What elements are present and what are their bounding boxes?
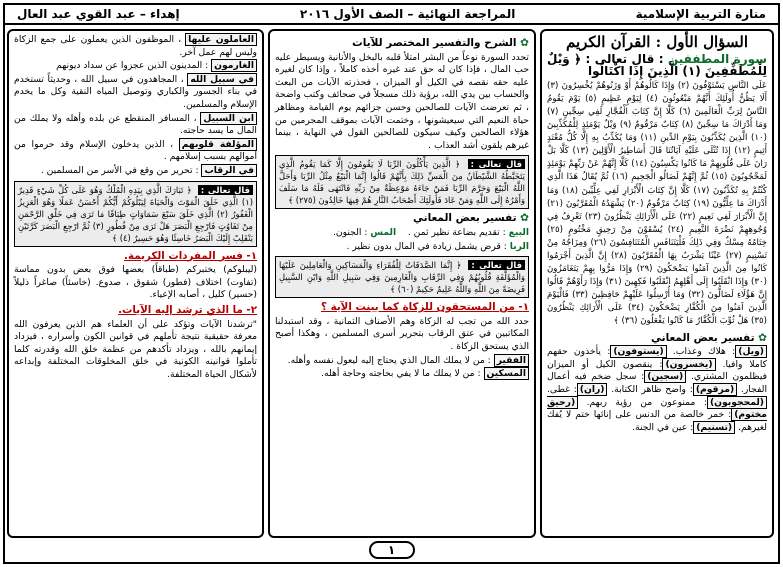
term-label: المسكين xyxy=(484,367,529,380)
meaning-item xyxy=(547,383,607,396)
category-item xyxy=(14,60,257,73)
term-label: (رحيق مختوم) xyxy=(547,396,767,421)
verse-text: ﴿ تَبَارَكَ الَّذِي بِيَدِهِ الْمُلْكُ وَهُوَ عَلَى كُلِّ شَيْءٍ قَدِيرٌ (١) الَّذِي خَلَقَ الْمَوْتَ وَالْحَيَاةَ لِيَبْلُوَكُمْ أَيُّكُمْ أَحْسَنُ عَمَلًا وَهُوَ الْعَزِيزُ الْغَفُورُ (٢) الَّذِي خَلَقَ سَبْعَ سَمَاوَاتٍ طِبَاقًا مَا تَرَى فِي خَلْقِ الرَّحْمَنِ مِنْ تَفَاوُتٍ فَارْجِعِ الْبَصَرَ هَلْ تَرَى مِنْ فُطُورٍ (٣) ثُمَّ ارْجِعِ الْبَصَرَ كَرَّتَيْنِ يَنْقَلِبْ إِلَيْكَ الْبَصَرُ خَاسِئًا وَهُوَ حَسِيرٌ (٤) ﴾ xyxy=(18,184,253,243)
term-value: : هلاك وعذاب. xyxy=(672,346,736,358)
category-item xyxy=(14,165,257,178)
poor-definition xyxy=(275,355,529,368)
needy-definition xyxy=(275,368,529,381)
mid-meanings-title xyxy=(275,212,529,225)
surah-intro: : قال تعالى : ﴿ وَيْلٌ لِلْمُطَفِّفِينَ (١) الَّذِينَ إِذَا اكْتَالُوا xyxy=(547,51,767,79)
verse-text: ﴿ إِنَّمَا الصَّدَقَاتُ لِلْفُقَرَاءِ وَالْمَسَاكِينِ وَالْعَامِلِينَ عَلَيْهَا وَالْمُؤَلَّفَةِ قُلُوبُهُمْ وَفِي الرِّقَابِ وَالْغَارِمِينَ وَفِي سَبِيلِ اللَّهِ وَابْنِ السَّبِيلِ فَرِيضَةً مِنَ اللَّهِ وَاللَّهُ عَلِيمٌ حَكِيمٌ (٦٠) ﴾ xyxy=(279,260,525,295)
question-line: ١- من المستحقون للزكاة كما بينت الآية ؟ xyxy=(321,301,529,314)
term-value: ، الموظفون الذين يعملون على جمع الزكاة وليس لهم عمل آخر. xyxy=(14,34,257,58)
term-value: : تقديم بضاعة نظير ثمن . xyxy=(407,226,509,238)
meaning-item xyxy=(667,345,767,358)
header-center-title: المراجعة النهائية – الصف الأول ٢٠١٦ xyxy=(299,7,516,21)
category-item xyxy=(14,113,257,138)
category-item xyxy=(14,74,257,112)
term-value: : خمر خالصة من الدنس على إنائها ختم لا يُفك لغيرهم. xyxy=(547,409,767,433)
question-line: ١- فسر المفردات الكريمة. xyxy=(124,249,257,262)
meanings-title-text: تفسير بعض المعاني xyxy=(651,331,755,344)
middle-column xyxy=(268,29,536,538)
left-column xyxy=(7,29,264,538)
term-label: (لمحجوبون) xyxy=(707,396,767,409)
term-value: : واضح ظاهر الكتابة. xyxy=(611,383,693,395)
mid-meanings-row xyxy=(275,227,529,240)
surah-name: سورة المطففين xyxy=(667,51,767,66)
verse-tag: قال تعالى : xyxy=(468,260,525,270)
header-left-title: إهداء – عبد القوي عبد العال xyxy=(17,7,180,21)
term-label: البيع xyxy=(508,226,529,238)
term-label: (يستوفون) xyxy=(610,345,666,358)
header-right-title: منارة التربية الإسلامية xyxy=(635,7,766,21)
term-label: الربا xyxy=(509,240,529,252)
meanings-title xyxy=(547,332,767,345)
mid-meanings-title-text: تفسير بعض المعاني xyxy=(413,212,517,225)
zakat-categories-list xyxy=(14,34,257,178)
term-label: (ويل) xyxy=(735,345,767,358)
bullet-icon: ✿ xyxy=(516,212,529,225)
verse-tag: قال تعالى : xyxy=(198,185,253,195)
explanation-paragraph: تحدد السورة نوعاً من البشر امتلأ قلبه بالبخل والأنانية ويسيطر عليه حب المال ، فإذا كان له حق عند غيره أخذه كاملاً ، وإذا كان لغيره عليه حقه نقصه في الكيل أو الميزان ، فحذرته الآيات من البعث والحساب بين يدي الله، برؤية ذلك مسجلاً في صحائف وكتب واضحة ، ثم تعرضت الآيات للصالحين وحسن جزائهم يوم القيامة ومظاهر حياة النعيم التي سيعيشونها ، وختمت الآيات بموقف المجرمين من هؤلاء الصالحين وكيف سيكون للصالحين القول في النهاية ، بينما غيرهم يلقون أشد العذاب . xyxy=(275,51,529,151)
term-value: : تحرير من وقع في الأسر من المسلمين . xyxy=(40,164,202,176)
term-value: : المدينون الذين عجزوا عن سداد ديونهم xyxy=(56,60,212,72)
term-label: الفقير xyxy=(494,354,529,367)
category-item xyxy=(14,139,257,164)
term-value: : الجنون. xyxy=(332,226,371,238)
term-label: (سجين) xyxy=(644,370,686,383)
term-value: : قرض يشمل زيادة في المال بدون نظير . xyxy=(346,240,510,252)
term-label: (ران) xyxy=(577,383,608,396)
page-number: ١ xyxy=(369,541,415,559)
term-value: : ينقصون الكيل أو الميزان فيظلمون المشتري. xyxy=(547,358,767,383)
bullet-icon: ✿ xyxy=(516,37,529,49)
bullet-icon: ✿ xyxy=(754,331,767,344)
question-line: ٢- ما الذي ترشد إليه الآيات. xyxy=(118,303,257,316)
term-label: (تسنيم) xyxy=(693,421,735,434)
meaning-item xyxy=(632,421,735,434)
verse-text: ﴿ الَّذِينَ يَأْكُلُونَ الرِّبَا لَا يَقُومُونَ إِلَّا كَمَا يَقُومُ الَّذِي يَتَخَبَّطُهُ الشَّيْطَانُ مِنَ الْمَسِّ ذَلِكَ بِأَنَّهُمْ قَالُوا إِنَّمَا الْبَيْعُ مِثْلُ الرِّبَا وَأَحَلَّ اللَّهُ الْبَيْعَ وَحَرَّمَ الرِّبَا فَمَنْ جَاءَهُ مَوْعِظَةٌ مِنْ رَبِّهِ فَانْتَهَى فَلَهُ مَا سَلَفَ وَأَمْرُهُ إِلَى اللَّهِ وَمَنْ عَادَ فَأُولَئِكَ أَصْحَابُ النَّارِ هُمْ فِيهَا خَالِدُونَ (٢٧٥) ﴾ xyxy=(279,159,525,206)
term-label: ابن السبيل xyxy=(200,112,257,125)
verse-tag: قال تعالى : xyxy=(468,159,525,169)
term-value: ، المسافر المنقطع عن بلده وأهله ولا يملك من المال ما يسد حاجته. xyxy=(14,112,257,137)
question-answer: حدد الله من تجب له الزكاة وهم الأصناف الثمانية ، وقد استبدلنا المكاتبين في عتق الرقاب بتحرير أسرى المسلمين ، وهكذا أصبح الذي يستحق الزكاة . xyxy=(275,315,529,352)
meanings-list xyxy=(547,346,767,434)
riba-definition xyxy=(275,241,529,254)
explanation-title-text: الشرح والتفسير المختصر للآيات xyxy=(352,37,517,49)
lesson-title: السؤال الأول : القرآن الكريم xyxy=(565,33,749,51)
verse-box-mulk xyxy=(14,181,257,247)
question-answer: "ترشدنا الآيات وتؤكد على أن العلماء هم الذين يعرفون الله معرفة حقيقية نتيجة تأملهم في قوانين الكون وأسراره ، فيزداد إيمانهم بالله ، ويزداد تأكدهم من عظمة خلق الله وقدرته كلما تأملوا قوانينه الكونية في خلق المخلوقات المختلفة وإبداعه لأشكال الحياة المختلفة. xyxy=(14,318,257,380)
term-value: : ممنوعون من رؤية ربهم. xyxy=(586,396,707,408)
category-item xyxy=(14,34,257,59)
term-value: : عين في الجنة. xyxy=(632,421,694,433)
term-value: : سجل ضخم فيه أعمال الفجار. xyxy=(547,371,768,395)
term-label: في سبيل الله xyxy=(187,73,257,86)
term-value: : غطى. xyxy=(547,383,577,395)
term-label: الغارمون xyxy=(211,59,257,72)
surah-heading xyxy=(547,53,767,78)
right-column xyxy=(540,29,774,538)
explanation-title xyxy=(275,37,529,50)
term-label: (يخسرون) xyxy=(662,358,715,371)
question-answer: (ليبلوكم) يختبركم (طباقاً) بعضها فوق بعض بدون مماسة (تفاوت) اختلاف (فطور) شقوق ، صدوع. (خاسئاً) صاغراً ذليلاً (حسير) كليل ، أصابه الإعياء. xyxy=(14,264,257,301)
term-value: ، المجاهدون في سبيل الله ، وحديثاً تستخدم في بناء الجسور والكباري وتوصيل المياه النقية وكل ما يخدم الإسلام والمسلمين. xyxy=(14,73,257,110)
meaning-item xyxy=(607,383,737,396)
term-value: ، الذين يدخلون الإسلام وقد حرموا من أموالهم بسبب إسلامهم . xyxy=(14,138,257,163)
term-value: : من لا يملك المال الذي يحتاج إليه ليعول نفسه وأهله. xyxy=(287,354,494,366)
term-label: العاملون عليها xyxy=(185,33,257,46)
term-label: المؤلفة قلوبهم xyxy=(179,138,257,151)
term-label: في الرقاب xyxy=(201,164,257,177)
verse-box-riba xyxy=(275,155,529,209)
page-header xyxy=(5,5,778,25)
verse-box-zakat xyxy=(275,256,529,298)
term-label: المس xyxy=(370,226,397,238)
page xyxy=(3,3,780,564)
term-label: (مرقوم) xyxy=(693,383,737,396)
term-value: : يأخذون حقهم كاملا وافيا. xyxy=(547,346,768,370)
meaning-item xyxy=(578,396,767,409)
surah-verses: عَلَى النَّاسِ يَسْتَوْفُونَ (٢) وَإِذَا كَالُوهُمْ أَوْ وَزَنُوهُمْ يُخْسِرُونَ (٣) أَلَا يَظُنُّ أُولَئِكَ أَنَّهُمْ مَبْعُوثُونَ (٤) لِيَوْمٍ عَظِيمٍ (٥) يَوْمَ يَقُومُ النَّاسُ لِرَبِّ الْعَالَمِينَ (٦) كَلَّا إِنَّ كِتَابَ الْفُجَّارِ لَفِي سِجِّينٍ (٧) وَمَا أَدْرَاكَ مَا سِجِّينٌ (٨) كِتَابٌ مَرْقُومٌ (٩) وَيْلٌ يَوْمَئِذٍ لِلْمُكَذِّبِينَ (١٠) الَّذِينَ يُكَذِّبُونَ بِيَوْمِ الدِّينِ (١١) وَمَا يُكَذِّبُ بِهِ إِلَّا كُلُّ مُعْتَدٍ أَثِيمٍ (١٢) إِذَا تُتْلَى عَلَيْهِ آيَاتُنَا قَالَ أَسَاطِيرُ الْأَوَّلِينَ (١٣) كَلَّا بَلْ رَانَ عَلَى قُلُوبِهِمْ مَا كَانُوا يَكْسِبُونَ (١٤) كَلَّا إِنَّهُمْ عَنْ رَبِّهِمْ يَوْمَئِذٍ لَمَحْجُوبُونَ (١٥) ثُمَّ إِنَّهُمْ لَصَالُو الْجَحِيمِ (١٦) ثُمَّ يُقَالُ هَذَا الَّذِي كُنْتُمْ بِهِ تُكَذِّبُونَ (١٧) كَلَّا إِنَّ كِتَابَ الْأَبْرَارِ لَفِي عِلِّيِّينَ (١٨) وَمَا أَدْرَاكَ مَا عِلِّيُّونَ (١٩) كِتَابٌ مَرْقُومٌ (٢٠) يَشْهَدُهُ الْمُقَرَّبُونَ (٢١) إِنَّ الْأَبْرَارَ لَفِي نَعِيمٍ (٢٢) عَلَى الْأَرَائِكِ يَنْظُرُونَ (٢٣) تَعْرِفُ فِي وُجُوهِهِمْ نَضْرَةَ النَّعِيمِ (٢٤) يُسْقَوْنَ مِنْ رَحِيقٍ مَخْتُومٍ (٢٥) خِتَامُهُ مِسْكٌ وَفِي ذَلِكَ فَلْيَتَنَافَسِ الْمُتَنَافِسُونَ (٢٦) وَمِزَاجُهُ مِنْ تَسْنِيمٍ (٢٧) عَيْنًا يَشْرَبُ بِهَا الْمُقَرَّبُونَ (٢٨) إِنَّ الَّذِينَ أَجْرَمُوا كَانُوا مِنَ الَّذِينَ آمَنُوا يَضْحَكُونَ (٢٩) وَإِذَا مَرُّوا بِهِمْ يَتَغَامَزُونَ (٣٠) وَإِذَا انْقَلَبُوا إِلَى أَهْلِهِمُ انْقَلَبُوا فَكِهِينَ (٣١) وَإِذَا رَأَوْهُمْ قَالُوا إِنَّ هَؤُلَاءِ لَضَالُّونَ (٣٢) وَمَا أُرْسِلُوا عَلَيْهِمْ حَافِظِينَ (٣٣) فَالْيَوْمَ الَّذِينَ آمَنُوا مِنَ الْكُفَّارِ يَضْحَكُونَ (٣٤) عَلَى الْأَرَائِكِ يَنْظُرُونَ (٣٥) هَلْ ثُوِّبَ الْكُفَّارُ مَا كَانُوا يَفْعَلُونَ (٣٦) ﴾ xyxy=(547,80,768,327)
term-value: : من لا يملك ما لا يفي بحاجته وحاجة أهله. xyxy=(321,368,484,380)
